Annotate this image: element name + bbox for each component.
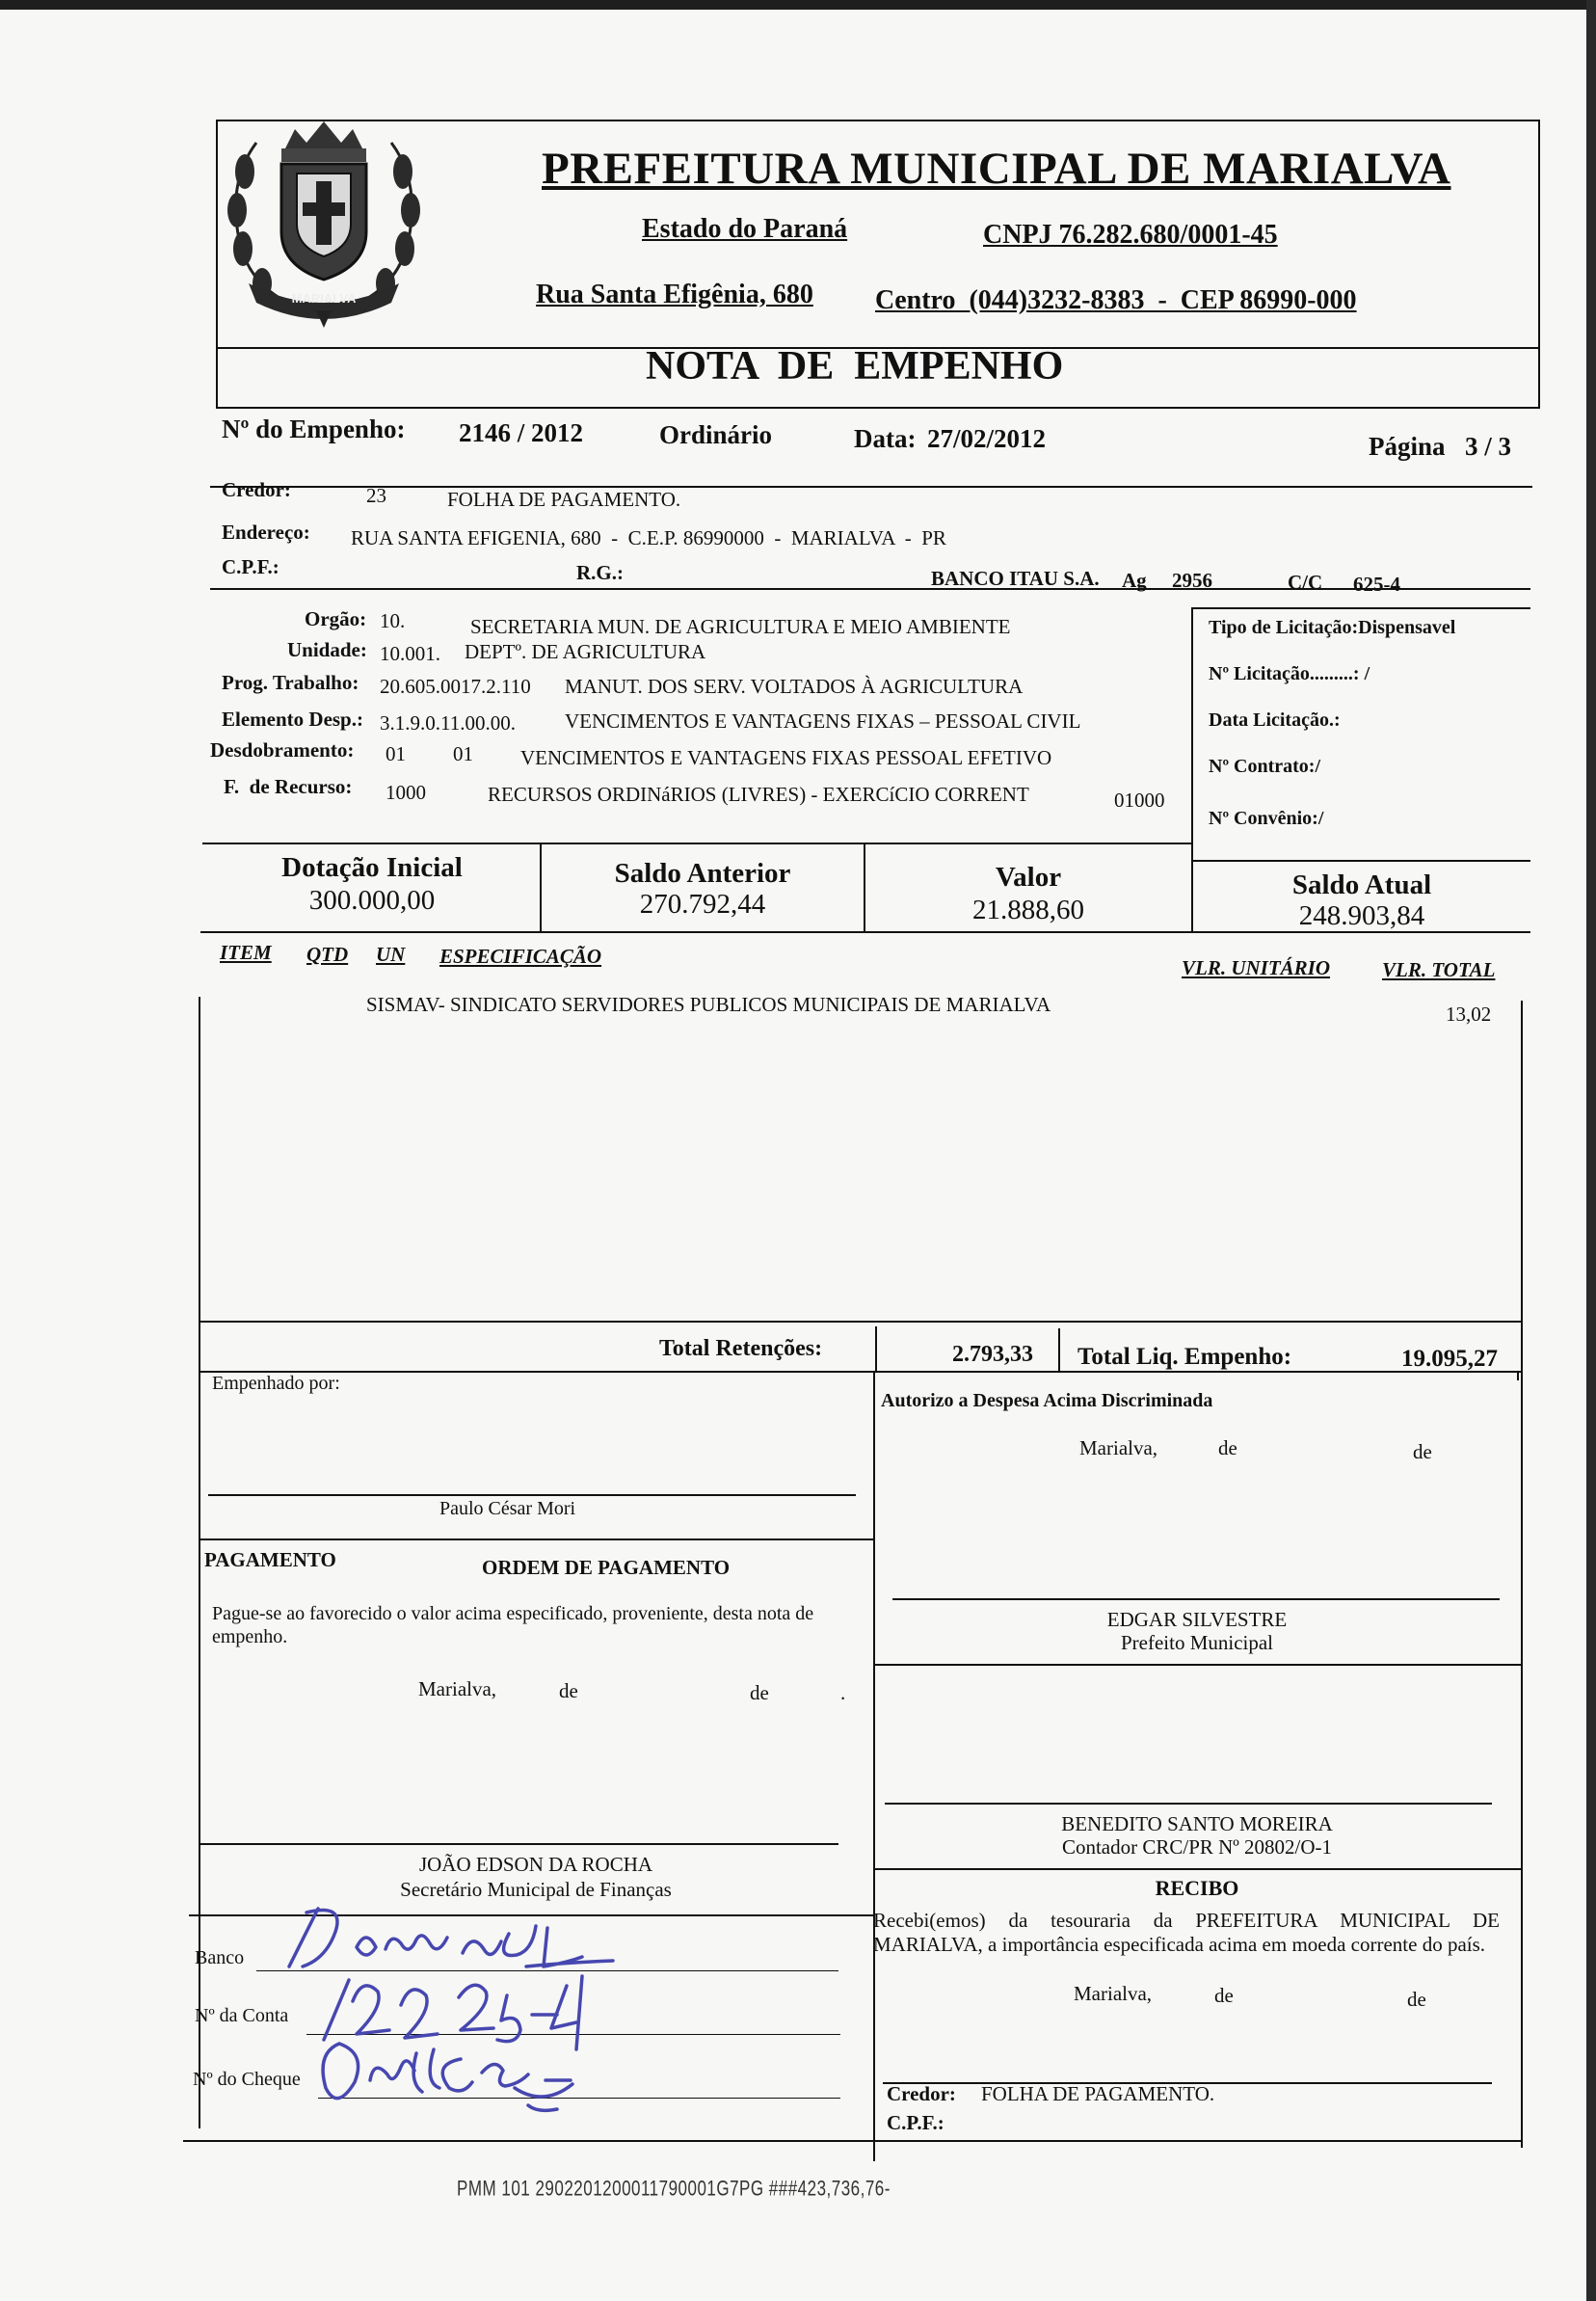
scan-top-edge <box>0 0 1596 10</box>
ordem-de-2: de <box>750 1681 769 1704</box>
recibo-cpf-label: C.P.F.: <box>887 2111 944 2134</box>
totals-bottom <box>199 1371 1521 1373</box>
page-title: PREFEITURA MUNICIPAL DE MARIALVA <box>542 144 1451 194</box>
date-value: 27/02/2012 <box>927 424 1047 453</box>
rg-label: R.G.: <box>576 561 624 584</box>
item-row-spec: SISMAV- SINDICATO SERVIDORES PUBLICOS MUNICIPAIS DE MARIALVA <box>366 993 1051 1016</box>
ordem-city: Marialva, <box>418 1677 497 1700</box>
empenho-number-label: Nº do Empenho: <box>222 415 406 443</box>
desdobramento-name: VENCIMENTOS E VANTAGENS FIXAS PESSOAL EFETIVO <box>520 746 1052 769</box>
municipal-seal-icon <box>214 114 434 335</box>
credor-name: FOLHA DE PAGAMENTO. <box>447 488 681 511</box>
agency-label: Ag <box>1122 569 1147 592</box>
col-vlr-total: VLR. TOTAL <box>1382 958 1496 981</box>
recibo-credor-name: FOLHA DE PAGAMENTO. <box>981 2082 1215 2105</box>
credor-code: 23 <box>366 484 386 507</box>
prog-name: MANUT. DOS SERV. VOLTADOS À AGRICULTURA <box>565 675 1024 698</box>
credor-address: RUA SANTA EFIGENIA, 680 - C.E.P. 86990000 - MARIALVA - PR <box>351 526 946 549</box>
contador-section-bottom <box>873 1868 1521 1870</box>
ordem-pagamento-label: ORDEM DE PAGAMENTO <box>482 1556 731 1579</box>
cheque-label: Nº do Cheque <box>193 2069 301 2090</box>
recurso-name: RECURSOS ORDINáRIOS (LIVRES) - EXERCíCIO CORRENT <box>488 783 1029 806</box>
credor-label: Credor: <box>222 478 291 501</box>
page-label: Página <box>1369 432 1446 461</box>
unidade-code: 10.001. <box>380 642 440 665</box>
address-label: Centro (044)3232-8383 - CEP 86990-000 <box>875 285 1357 315</box>
elemento-name: VENCIMENTOS E VANTAGENS FIXAS – PESSOAL CIVIL <box>565 709 1081 733</box>
valor-value: 21.888,60 <box>972 895 1084 925</box>
banco-label: Banco <box>195 1947 245 1968</box>
prefeito-section-bottom <box>873 1664 1521 1666</box>
desdobramento-code-2: 01 <box>453 742 473 765</box>
prefeito-role: Prefeito Municipal <box>1120 1631 1274 1654</box>
item-row-total: 13,02 <box>1446 1003 1492 1026</box>
col-un: UN <box>376 943 406 966</box>
prog-label: Prog. Trabalho: <box>222 671 359 694</box>
pagamento-top <box>199 1538 875 1540</box>
licitacao-convenio: Nº Convênio:/ <box>1209 808 1324 829</box>
autorizo-de-2: de <box>1413 1440 1432 1463</box>
col-qtd: QTD <box>306 943 349 966</box>
state-label: Estado do Paraná <box>642 214 848 244</box>
recibo-city: Marialva, <box>1074 1982 1153 2005</box>
pagamento-label: PAGAMENTO <box>204 1548 336 1571</box>
conta-label: Nº da Conta <box>195 2005 289 2026</box>
unidade-name: DEPTº. DE AGRICULTURA <box>465 640 706 663</box>
recibo-de-1: de <box>1214 1984 1234 2007</box>
saldo-atual-value: 248.903,84 <box>1298 900 1425 931</box>
footer-code: PMM 101 2902201200011790001G7PG ###423,736,76- <box>457 2177 891 2201</box>
elemento-code: 3.1.9.0.11.00.00. <box>380 711 516 735</box>
cheque-handwriting-icon <box>316 2030 605 2117</box>
bank-name: BANCO ITAU S.A. <box>931 567 1100 590</box>
scan-right-edge <box>1586 0 1596 2301</box>
secretario-name: JOÃO EDSON DA ROCHA <box>418 1853 653 1876</box>
right-border-top <box>1517 1373 1519 1380</box>
body-right-border <box>1521 1001 1523 2148</box>
contador-name: BENEDITO SANTO MOREIRA <box>1061 1812 1333 1835</box>
divider-empenho <box>210 486 1532 488</box>
licitacao-data: Data Licitação.: <box>1209 709 1341 731</box>
page-number: 3 / 3 <box>1465 432 1512 461</box>
desdobramento-code-1: 01 <box>386 742 406 765</box>
totals-sep-1 <box>875 1326 877 1373</box>
ordem-dot: . <box>840 1681 846 1704</box>
desdobramento-label: Desdobramento: <box>210 738 355 762</box>
recurso-code-2: 01000 <box>1114 789 1165 812</box>
autorizo-city: Marialva, <box>1079 1436 1158 1459</box>
totals-top <box>199 1321 1521 1323</box>
totals-sep-2 <box>1058 1328 1060 1373</box>
recurso-code: 1000 <box>386 781 426 804</box>
account-label: C/C <box>1288 571 1323 594</box>
licitacao-contrato: Nº Contrato:/ <box>1209 756 1321 777</box>
agency-number: 2956 <box>1172 569 1212 592</box>
prog-code: 20.605.0017.2.110 <box>380 675 531 698</box>
recurso-label: F. de Recurso: <box>224 775 353 798</box>
saldo-atual-label: Saldo Atual <box>1291 870 1432 900</box>
elemento-label: Elemento Desp.: <box>222 708 363 731</box>
banco-handwriting-icon <box>279 1899 626 1976</box>
licitacao-numero: Nº Licitação.........: / <box>1209 663 1370 684</box>
retencoes-value: 2.793,33 <box>952 1342 1033 1367</box>
orgao-code: 10. <box>380 609 406 632</box>
recibo-label: RECIBO <box>1155 1876 1239 1900</box>
dotacao-label: Dotação Inicial <box>281 852 463 883</box>
recibo-text: Recebi(emos) da tesouraria da PREFEITURA MUNICIPAL DE MARIALVA, a importância especificada acima em moeda corrente do país. <box>873 1909 1500 1956</box>
account-number: 625-4 <box>1353 573 1400 596</box>
ordem-de-1: de <box>559 1679 578 1702</box>
address-field-label: Endereço: <box>222 521 310 544</box>
saldo-anterior-label: Saldo Anterior <box>614 858 791 889</box>
empenho-number: 2146 / 2012 <box>459 418 584 447</box>
divider-licitacao-top <box>1191 607 1530 609</box>
form-bottom-border <box>183 2140 1521 2142</box>
autorizo-label: Autorizo a Despesa Acima Discriminada <box>881 1390 1213 1411</box>
licitacao-separator <box>1191 607 1193 860</box>
liquido-value: 19.095,27 <box>1401 1346 1498 1372</box>
unidade-label: Unidade: <box>287 638 367 661</box>
autorizo-de-1: de <box>1218 1436 1237 1459</box>
liquido-label: Total Liq. Empenho: <box>1077 1344 1292 1370</box>
ordem-pagamento-text: Pague-se ao favorecido o valor acima especificado, proveniente, desta nota de empenho. <box>212 1603 814 1647</box>
saldo-anterior-value: 270.792,44 <box>639 889 766 920</box>
empenhado-signature-line <box>208 1494 856 1496</box>
recibo-credor-label: Credor: <box>887 2082 956 2105</box>
divider-credor <box>210 588 1530 590</box>
dotacao-value: 300.000,00 <box>308 885 436 916</box>
values-top-left <box>202 843 1193 844</box>
secretario-signature-line <box>199 1843 838 1845</box>
cpf-label: C.P.F.: <box>222 555 279 578</box>
cnpj-label: CNPJ 76.282.680/0001-45 <box>983 220 1278 250</box>
document-title: NOTA DE EMPENHO <box>646 344 1064 388</box>
svg-text:MARIALVA: MARIALVA <box>291 291 357 306</box>
empenhado-label: Empenhado por: <box>212 1373 340 1394</box>
contador-role: Contador CRC/PR Nº 20802/O-1 <box>1061 1835 1333 1859</box>
orgao-name: SECRETARIA MUN. DE AGRICULTURA E MEIO AMBIENTE <box>470 615 1011 638</box>
retencoes-label: Total Retenções: <box>659 1336 823 1361</box>
orgao-label: Orgão: <box>305 607 367 630</box>
prefeito-signature-line <box>892 1598 1500 1600</box>
col-especificacao: ESPECIFICAÇÃO <box>439 945 602 968</box>
col-item: ITEM <box>220 941 272 964</box>
prefeito-name: EDGAR SILVESTRE <box>1106 1608 1288 1631</box>
secretario-role: Secretário Municipal de Finanças <box>400 1878 672 1901</box>
recibo-de-2: de <box>1407 1988 1426 2011</box>
values-top-right <box>1191 860 1530 862</box>
date-label: Data: <box>854 424 917 453</box>
contador-signature-line <box>885 1803 1492 1805</box>
street-label: Rua Santa Efigênia, 680 <box>536 280 813 309</box>
valor-label: Valor <box>995 862 1062 893</box>
lower-center-divider <box>873 1373 875 2161</box>
empenho-type: Ordinário <box>659 420 773 449</box>
col-vlr-unitario: VLR. UNITÁRIO <box>1182 956 1331 979</box>
empenhado-name: Paulo César Mori <box>439 1498 576 1519</box>
licitacao-tipo: Tipo de Licitação:Dispensavel <box>1209 617 1456 638</box>
